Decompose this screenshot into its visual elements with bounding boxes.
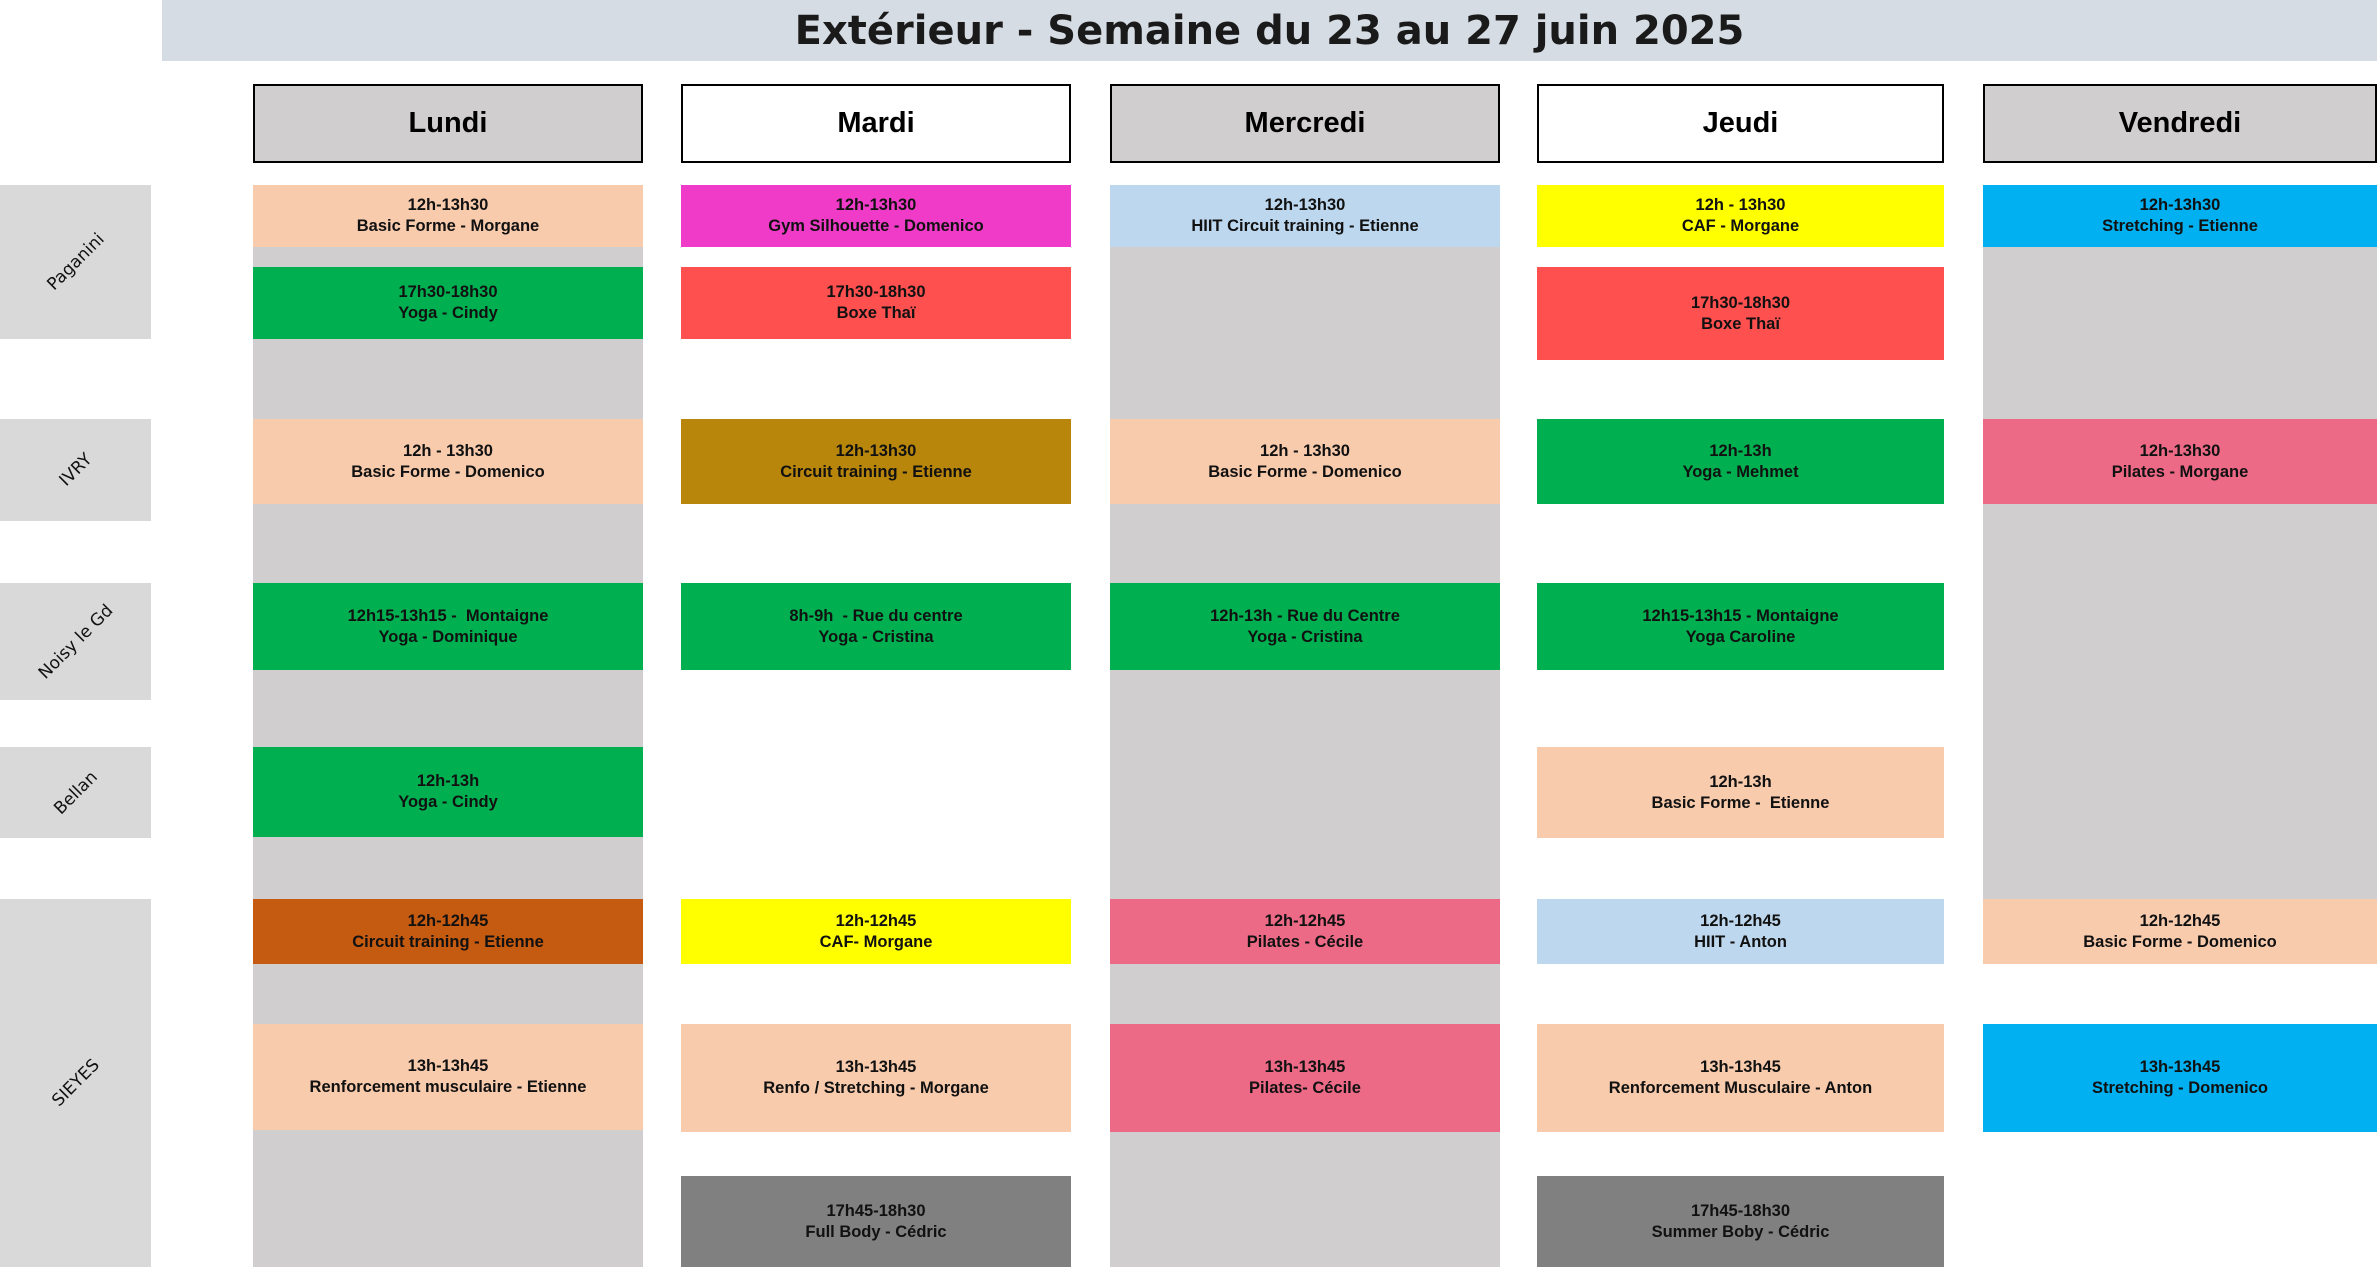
slot-activity: Boxe Thaï	[1701, 314, 1780, 333]
slot-lundi-ivry[interactable]	[253, 419, 643, 504]
slot-mardi-sieyes-2[interactable]	[681, 1024, 1071, 1132]
slot-activity: Yoga - Mehmet	[1682, 462, 1799, 481]
slot-jeudi-paganini-1[interactable]	[1537, 185, 1944, 247]
slot-jeudi-sieyes-3[interactable]	[1537, 1176, 1944, 1267]
slot-time: 12h-13h	[1709, 441, 1772, 460]
slot-activity: Basic Forme - Etienne	[1651, 793, 1830, 812]
slot-time: 13h-13h45	[1264, 1058, 1346, 1076]
slot-activity: Pilates- Cécile	[1249, 1079, 1361, 1097]
slot-activity: Yoga - Dominique	[378, 627, 518, 646]
day-header-mercredi: Mercredi	[1110, 84, 1500, 163]
slot-mardi-paganini-1[interactable]	[681, 185, 1071, 247]
slot-activity: Yoga - Cindy	[398, 793, 498, 811]
slot-vendredi-sieyes-2[interactable]	[1983, 1024, 2377, 1132]
slot-time: 17h45-18h30	[826, 1201, 926, 1220]
slot-lundi-sieyes-2[interactable]	[253, 1024, 643, 1130]
slot-time: 17h30-18h30	[826, 283, 926, 301]
slot-mercredi-noisy[interactable]	[1110, 583, 1500, 670]
slot-time: 12h - 13h30	[403, 441, 493, 460]
slot-activity: Pilates - Cécile	[1246, 932, 1364, 951]
room-label-sieyes: SIEYES	[0, 899, 151, 1267]
slot-jeudi-ivry[interactable]	[1537, 419, 1944, 504]
day-header-mardi: Mardi	[681, 84, 1071, 163]
slot-jeudi-bellan[interactable]	[1537, 747, 1944, 838]
slot-time: 13h-13h45	[2139, 1058, 2221, 1076]
slot-time: 12h-13h - Rue du Centre	[1210, 606, 1400, 625]
slot-activity: Gym Silhouette - Domenico	[768, 217, 984, 235]
slot-activity: CAF- Morgane	[819, 932, 933, 951]
slot-activity: CAF - Morgane	[1681, 217, 1800, 235]
slot-activity: Summer Boby - Cédric	[1651, 1222, 1830, 1241]
slot-activity: HIIT Circuit training - Etienne	[1191, 217, 1419, 235]
slot-time: 12h-12h45	[1264, 911, 1346, 930]
room-label-ivry: IVRY	[0, 419, 151, 521]
slot-mercredi-ivry[interactable]	[1110, 419, 1500, 504]
slot-mardi-paganini-2[interactable]	[681, 267, 1071, 339]
slot-time: 12h15-13h15 - Montaigne	[347, 606, 549, 625]
slot-lundi-bellan[interactable]	[253, 747, 643, 837]
slot-activity: Full Body - Cédric	[805, 1222, 947, 1241]
slot-time: 12h - 13h30	[1260, 441, 1350, 460]
slot-time: 13h-13h45	[407, 1057, 489, 1075]
slot-activity: Stretching - Domenico	[2091, 1079, 2268, 1097]
slot-time: 17h30-18h30	[398, 283, 498, 301]
slot-time: 13h-13h45	[1700, 1058, 1781, 1076]
slot-activity: Basic Forme - Domenico	[2083, 932, 2277, 951]
slot-mardi-sieyes-3[interactable]	[681, 1176, 1071, 1267]
slot-time: 12h-13h	[416, 772, 480, 790]
slot-time: 8h-9h - Rue du centre	[789, 606, 963, 625]
slot-activity: Stretching - Etienne	[2102, 217, 2258, 235]
slot-activity: Basic Forme - Domenico	[1208, 462, 1402, 481]
slot-time: 12h-12h45	[407, 911, 489, 930]
slot-time: 12h-13h30	[1264, 196, 1346, 214]
slot-activity: Renforcement Musculaire - Anton	[1608, 1079, 1873, 1097]
slot-time: 12h - 13h30	[1695, 196, 1786, 214]
slot-time: 12h15-13h15 - Montaigne	[1642, 606, 1839, 625]
slot-time: 13h-13h45	[835, 1058, 917, 1076]
slot-time: 12h-13h30	[835, 441, 917, 460]
slot-time: 12h-12h45	[2139, 911, 2221, 930]
slot-activity: Yoga - Cristina	[1247, 627, 1363, 646]
slot-lundi-sieyes-1[interactable]	[253, 899, 643, 964]
slot-activity: Pilates - Morgane	[2111, 462, 2249, 481]
slot-activity: Yoga Caroline	[1685, 627, 1796, 646]
slot-lundi-paganini-2[interactable]	[253, 267, 643, 339]
day-header-vendredi: Vendredi	[1983, 84, 2377, 163]
day-header-lundi: Lundi	[253, 84, 643, 163]
slot-time: 17h30-18h30	[1690, 293, 1791, 312]
slot-vendredi-ivry[interactable]	[1983, 419, 2377, 504]
slot-mardi-noisy[interactable]	[681, 583, 1071, 670]
slot-activity: Yoga - Cindy	[398, 304, 498, 322]
room-label-paganini: Paganini	[0, 185, 151, 339]
slot-time: 12h-13h30	[2139, 441, 2221, 460]
slot-activity: Circuit training - Etienne	[780, 462, 972, 481]
slot-time: 12h-13h30	[2139, 196, 2221, 214]
slot-jeudi-sieyes-1[interactable]	[1537, 899, 1944, 964]
slot-mercredi-sieyes-1[interactable]	[1110, 899, 1500, 964]
room-label-bellan: Bellan	[0, 747, 151, 838]
slot-time: 17h45-18h30	[1690, 1201, 1791, 1220]
slot-activity: Yoga - Cristina	[818, 627, 934, 646]
slot-mercredi-sieyes-2[interactable]	[1110, 1024, 1500, 1132]
slot-mardi-ivry[interactable]	[681, 419, 1071, 504]
slot-vendredi-sieyes-1[interactable]	[1983, 899, 2377, 964]
slot-vendredi-paganini[interactable]	[1983, 185, 2377, 247]
slot-time: 12h-12h45	[1700, 911, 1781, 930]
page-title: Extérieur - Semaine du 23 au 27 juin 2025	[162, 0, 2377, 61]
slot-activity: HIIT - Anton	[1694, 932, 1787, 951]
slot-jeudi-sieyes-2[interactable]	[1537, 1024, 1944, 1132]
column-background-vendredi	[1983, 185, 2377, 902]
slot-lundi-paganini-1[interactable]	[253, 185, 643, 247]
slot-time: 12h-12h45	[835, 911, 917, 930]
slot-activity: Circuit training - Etienne	[352, 932, 544, 951]
slot-time: 12h-13h30	[835, 196, 917, 214]
slot-jeudi-noisy[interactable]	[1537, 583, 1944, 670]
slot-time: 12h-13h	[1709, 772, 1772, 791]
slot-activity: Renforcement musculaire - Etienne	[309, 1078, 587, 1096]
slot-mardi-sieyes-1[interactable]	[681, 899, 1071, 964]
slot-activity: Boxe Thaï	[836, 304, 916, 322]
slot-activity: Basic Forme - Morgane	[356, 217, 540, 235]
slot-mercredi-paganini[interactable]	[1110, 185, 1500, 247]
slot-jeudi-paganini-2[interactable]	[1537, 267, 1944, 360]
slot-lundi-noisy[interactable]	[253, 583, 643, 670]
room-label-noisy: Noisy le Gd	[0, 583, 151, 700]
slot-activity: Basic Forme - Domenico	[351, 462, 545, 481]
slot-activity: Renfo / Stretching - Morgane	[763, 1079, 989, 1097]
day-header-jeudi: Jeudi	[1537, 84, 1944, 163]
slot-time: 12h-13h30	[407, 196, 489, 214]
